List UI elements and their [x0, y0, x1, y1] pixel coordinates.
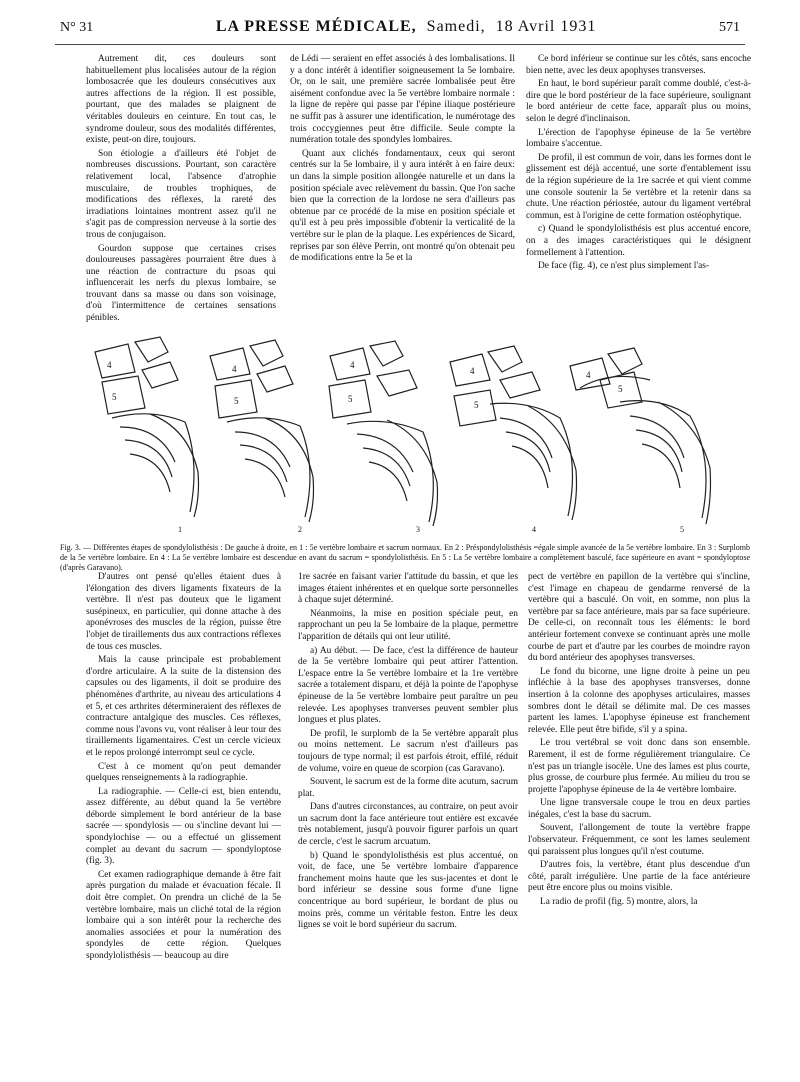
stage-number: 3 [416, 525, 420, 534]
paragraph: D'autres ont pensé qu'elles étaient dues à l'élongation des divers ligaments fixateurs de la vertèbre. Il n'est pas douteux que le ligament susépineux, en particulier, qui donne attache à des aponévroses des muscles de la région, puisse être l'objet de tiraillements dus aux contractions réflexes de tous ces muscles. [86, 572, 281, 652]
vertebra-label: 5 [234, 396, 239, 406]
stage-2-drawing [210, 340, 314, 522]
vertebra-label: 5 [348, 394, 353, 404]
stage-number: 2 [298, 525, 302, 534]
column-top-right [526, 54, 751, 275]
vertebra-label: 5 [618, 384, 623, 394]
vertebra-label: 5 [474, 400, 479, 410]
paragraph: De profil, le surplomb de la 5e vertèbre apparaît plus ou moins nettement. Le sacrum n'est d'ailleurs pas toujours de type normal; il est parfois étroit, effilé, réduit de volume, voire en queue de scorpion (cas Garavano). [298, 728, 518, 774]
paragraph: a) Au début. — De face, c'est la différence de hauteur de la 5e vertèbre lombaire qui peut attirer l'attention. L'espace entre la 5e vertèbre lombaire et la 1re vertèbre sacrée a totalement disparu, et déjà la pointe de l'apophyse épineuse de la 5e vertèbre lombaire peut paraître un peu relevée. Les apophyses tranverses peuvent sembler plus longues et plus plates. [298, 645, 518, 726]
paragraph: Souvent, le sacrum est de la forme dite acutum, sacrum plat. [298, 777, 518, 799]
paragraph: D'autres fois, la vertèbre, étant plus descendue d'un côté, paraît irrégulière. Une partie de la face antérieure peut être encore plus ou moins visible. [528, 860, 750, 894]
paragraph: C'est à ce moment qu'on peut demander quelques renseignements à la radiographie. [86, 761, 281, 784]
masthead [216, 18, 597, 36]
weekday: Samedi, [426, 18, 486, 35]
paragraph: Cet examen radiographique demande à être fait après purgation du malade et évacuation fécale. Il doit être complet. On prendra un cliché de la 5e vertèbre lombaire, mais un cliché total de la région lombaire qui a son intérêt pour la recherche des anomalies associées et pour la numération des spondyles de cette région. Quelques spondylolisthésis — beaucoup au dire [86, 869, 281, 961]
stage-number: 4 [532, 525, 536, 534]
paragraph: Le fond du bicorne, une ligne droite à peine un peu infléchie à la base des apophyses transverses, donne insertion à la colonne des apophyses articulaires, masses sombres dont le détail se délimite mal. De ces masses partent les lames. L'apophyse épineuse est franchement relevée. Elle peut être bifide, s'il y a spina. [528, 666, 750, 735]
paragraph: b) Quand le spondylolisthésis est plus accentué, on voit, de face, une 5e vertèbre lombaire d'apparence franchement moins haute que les sus-jacentes et dont le bord inférieur se dessine sous forme d'une ligne concentrique au bord supérieur, le bordant de plus ou moins près, comme un véritable feston. Entre les deux lignes se voit le bord supérieur du sacrum. [298, 850, 518, 931]
stage-number: 5 [680, 525, 684, 534]
issue-date: 18 Avril 1931 [495, 18, 597, 35]
vertebra-label: 4 [232, 364, 237, 374]
vertebra-label: 4 [107, 360, 112, 370]
paragraph: La radiographie. — Celle-ci est, bien entendu, assez différente, au début quand la 5e vertèbre déborde simplement le bord antérieur de la base sacrée — spondylosis — ou s'incline devant lui — spondylochise — ou a effectué un glissement complet au devant du sacrum — spondyloptose (fig. 3). [86, 786, 281, 867]
vertebra-label: 4 [350, 360, 355, 370]
stage-4-drawing [450, 346, 577, 520]
paragraph: De profil, il est commun de voir, dans les formes dont le glissement est déjà accentué, une sorte d'entablement issu de la région supérieure de la 1re sacrée et qui vient comme une console soutenir la 5e vertèbre et la retenir dans sa chute. Une réaction périostée, autour du ligament vertébral commun, est à l'origine de cette formation ostéophytique. [526, 152, 751, 221]
paragraph: Autrement dit, ces douleurs sont habituellement plus localisées autour de la région lombosacrée que les douleurs consécutives aux autres affections de la région. Il est possible, pourtant, que des malades se plaignent de véritables douleurs en ceinture. En tout cas, le syndrome douleur, sous des modalités différentes, existe, peut-on dire, toujours. [86, 54, 276, 146]
column-top-left [86, 54, 276, 327]
paragraph: Ce bord inférieur se continue sur les côtés, sans encoche bien nette, avec les deux apophyses transverses. [526, 54, 751, 76]
column-bottom-right [528, 572, 750, 911]
paragraph: La radio de profil (fig. 5) montre, alors, la [540, 897, 698, 908]
paragraph: Néanmoins, la mise en position spéciale peut, en rapprochant un peu la 5e lombaire de la plaque, permettre l'apparition de détails qui ont leur utilité. [298, 608, 518, 642]
figure-3-spondylolisthesis-stages [80, 322, 750, 540]
header-rule [55, 44, 745, 45]
paragraph: Gourdon suppose que certaines crises douloureuses passagères pourraient être dues à une réaction de contracture du psoas qui influencerait les nerfs du plexus lombaire, se trouvant dans sa masse ou dans son voisinage, d'où l'intermittence de certaines sensations pénibles. [86, 243, 276, 324]
paragraph: Quant aux clichés fondamentaux, ceux qui seront centrés sur la 5e lombaire, il y aura intérêt à en faire deux: un dans la simple position allongée naturelle et un dans la position spéciale avec relèvement du bassin. Que l'on sache bien que la correction de la lordose ne sera d'ailleurs pas obtenue par ce procédé de la mise en position spéciale et qu'il est à peu près impossible d'obtenir la verticalité de la vertèbre sur le plan de la plaque. Les expériences de Sicard, reprises par son élève Perrin, ont montré qu'on obtenait peu de modifications entre la 5e et la [290, 148, 515, 264]
stage-5-drawing [570, 348, 711, 524]
page-number: 571 [719, 20, 740, 35]
paragraph: En haut, le bord supérieur paraît comme doublé, c'est-à-dire que le bord postérieur de la face supérieure, soulignant le bord antérieur de cette face, apparaît plus ou moins, selon le degré d'inclinaison. [526, 79, 751, 124]
paragraph: de Lédi — seraient en effet associés à des lombalisations. Il y a donc intérêt à identifier soigneusement la 5e lombaire. Or, on le sait, une première sacrée lombalisée peut être aisément confondue avec la 5e vertèbre lombaire normale : la ligne de repère qui passe par l'épine iliaque postérieure ne suffit pas à assurer une identification, le numérotage des trois coccygiennes peut être difficile. Seule compte la numération totale des spondyles lombaires. [290, 54, 515, 146]
vertebra-label: 4 [586, 370, 591, 380]
paragraph: Souvent, l'allongement de toute la vertèbre frappe l'observateur. Fréquemment, ce sont les lames seulement qui paraissent plus longues qu'il n'est coutume. [528, 823, 750, 857]
paragraph: Dans d'autres circonstances, au contraire, on peut avoir un sacrum dont la face antérieure tout entière est excavée très notablement, jusqu'à pouvoir figurer parfois un quart de cercle, c'est le sacrum arcuatum. [298, 802, 518, 848]
stage-3-drawing [329, 341, 438, 526]
journal-title: LA PRESSE MÉDICALE, [215, 18, 417, 35]
vertebrae-drawing [80, 322, 750, 540]
figure-caption: Fig. 3. — Différentes étapes de spondylolisthésis : De gauche à droite, en 1 : 5e vertèbre lombaire et sacrum normaux. En 2 : Préspondylolisthésis =égale simple avancée de la 5e vertèbre lombaire. En 3 : Surplomb de la 5e vertèbre lombaire. En 4 : La 5e vertèbre lombaire est descendue en avant du sacrum = spondylolisthésis. En 5 : La 5e vertèbre lombaire a complètement basculé, face supérieure en avant = spondyloptose (d'après Garavano). [60, 543, 750, 572]
paragraph: De face (fig. 4), ce n'est plus simplement l'as- [538, 261, 710, 272]
column-top-middle [290, 54, 515, 267]
paragraph: Mais la cause principale est probablement d'ordre articulaire. A la suite de la distension des capsules ou des ligaments, il doit se produire des phénomènes d'arthrite, au niveau des articulations 4 et 5, et ces arthrites détermineraient des réflexes de contracture antalgique des muscles. Ces réflexes, comme nous l'avons vu, vont réaliser à leur tour des tiraillements ligamentaires. C'est un cercle vicieux et le repos prolongé interrompt seul ce cycle. [86, 655, 281, 758]
page-header [60, 18, 740, 44]
stage-number: 1 [178, 525, 182, 534]
paragraph: L'érection de l'apophyse épineuse de la 5e vertèbre lombaire s'accentue. [526, 127, 751, 150]
column-bottom-left [86, 572, 281, 965]
column-bottom-middle [298, 572, 518, 934]
paragraph: pect de vertèbre en papillon de la vertèbre qui s'incline, c'est l'image en chapeau de gendarme renversé de la vertèbre qui a basculé. On voit, en somme, non plus la vertèbre par sa face antérieure, mais par sa face supérieure. De celle-ci, on reconnaît tous les éléments: le bord antérieur fortement convexe se continuant après une molle courbe de part et d'autre par les courbes de moindre rayon du bord antérieur des apophyses transverses. [528, 572, 750, 664]
paragraph: Son étiologie a d'ailleurs été l'objet de nombreuses discussions. Pourtant, son caractère relativement local, l'absence d'atrophie musculaire, de troubles trophiques, de modifications des réflexes, la rareté des irradiations lointaines montrent assez qu'il ne s'agit pas de compression nerveuse à la sortie des trous de conjugaison. [86, 148, 276, 240]
paragraph: Le trou vertébral se voit donc dans son ensemble. Rarement, il est de forme régulièrement triangulaire. Ce n'est pas un triangle isocèle. Une des lames est plus courte, plus grosse, de courbure plus fermée. Au milieu du trou se projette l'apophyse épineuse de la 4e vertèbre lombaire. [528, 738, 750, 795]
paragraph: 1re sacrée en faisant varier l'attitude du bassin, et que les images étaient inhérentes et en quelque sorte personnelles à chaque sujet déterminé. [298, 572, 518, 606]
vertebra-label: 4 [470, 366, 475, 376]
paragraph: Une ligne transversale coupe le trou en deux parties inégales, c'est la base du sacrum. [528, 798, 750, 820]
vertebra-label: 5 [112, 392, 117, 402]
issue-number: N° 31 [60, 20, 94, 35]
paragraph: c) Quand le spondylolisthésis est plus accentué encore, on a des images caractéristiques qui le désignent formellement à l'attention. [526, 224, 751, 258]
